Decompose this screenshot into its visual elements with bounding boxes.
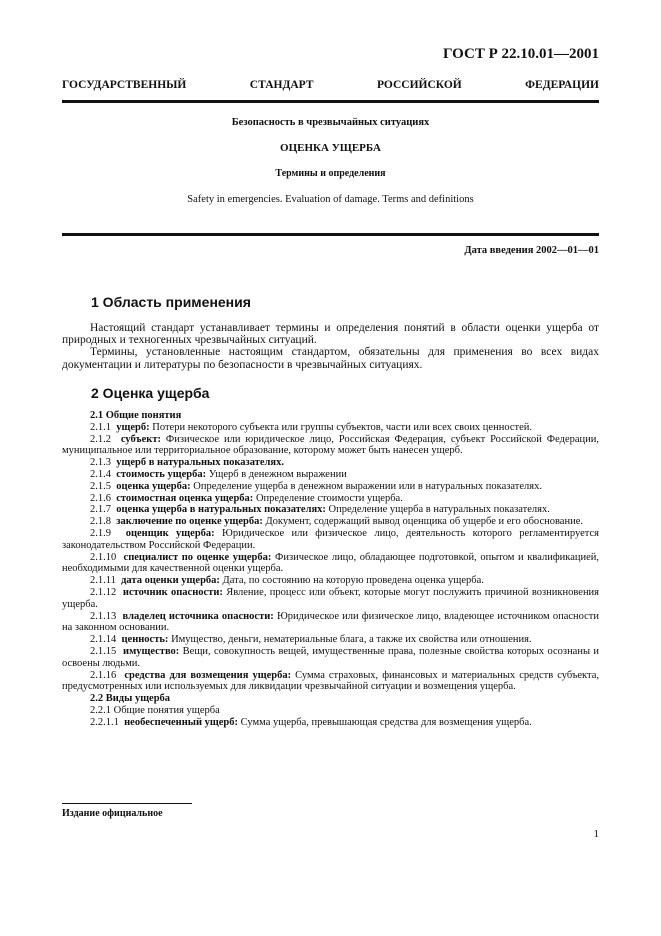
item-term: ущерб: bbox=[116, 421, 150, 433]
item-term: оценка ущерба: bbox=[116, 480, 191, 492]
item-number: 2.1.1 bbox=[90, 421, 111, 433]
standard-code: ГОСТ Р 22.10.01—2001 bbox=[442, 46, 599, 62]
item-term: ущерб в натуральных показателях. bbox=[116, 457, 284, 469]
item-number: 2.1.12 bbox=[90, 586, 117, 598]
item-number: 2.1.13 bbox=[90, 610, 117, 622]
item-definition: Определение ущерба в натуральных показателях. bbox=[325, 504, 550, 516]
section-1-body bbox=[62, 322, 599, 371]
definition-item bbox=[62, 634, 599, 646]
english-title: Safety in emergencies. Evaluation of damage. Terms and definitions bbox=[187, 194, 474, 205]
item-number: 2.1.15 bbox=[90, 645, 117, 657]
definition-item bbox=[62, 646, 599, 670]
document-title: ОЦЕНКА УЩЕРБА bbox=[280, 142, 381, 154]
item-term: заключение по оценке ущерба: bbox=[116, 516, 263, 528]
definition-item bbox=[62, 587, 599, 611]
section-2-body bbox=[62, 410, 599, 729]
item-definition: Физическое или юридическое лицо, Российская Федерация, субъект Российской Федерации, муниципальное или территориальное образование, которому может быть нанесен ущерб. bbox=[62, 433, 600, 457]
item-term: необеспеченный ущерб: bbox=[124, 716, 239, 728]
item-term: оценщик ущерба: bbox=[125, 527, 215, 539]
item-definition: Ущерб в денежном выражении bbox=[206, 468, 347, 480]
page-number: 1 bbox=[593, 828, 599, 840]
state-standard-title: ГОСУДАРСТВЕННЫЙ СТАНДАРТ РОССИЙСКОЙ ФЕДЕРАЦИИ bbox=[62, 79, 599, 91]
item-number: 2.1.8 bbox=[90, 516, 111, 528]
document-subtitle: Термины и определения bbox=[275, 168, 386, 179]
item-definition: Сумма страховых, финансовых и материальных средств субъекта, предусмотренных или используемых для ликвидации чрезвычайной ситуации и возмещения ущерба. bbox=[62, 669, 600, 693]
item-term: стоимость ущерба: bbox=[116, 468, 207, 480]
item-number: 2.1.11 bbox=[90, 575, 116, 587]
definition-item bbox=[62, 469, 599, 481]
definition-item bbox=[62, 493, 599, 505]
item-number: 2.1.2 bbox=[90, 433, 111, 445]
definition-item bbox=[62, 717, 599, 729]
title-rule bbox=[62, 233, 599, 236]
item-number: 2.1.14 bbox=[90, 634, 117, 646]
item-term: дата оценки ущерба: bbox=[121, 575, 220, 587]
item-definition: Вещи, совокупность вещей, имущественные права, полезные свойства которых осознаны и освоены людьми. bbox=[62, 645, 600, 669]
item-number: 2.1.3 bbox=[90, 457, 111, 469]
series-title: Безопасность в чрезвычайных ситуациях bbox=[231, 117, 430, 128]
section-1-paragraph: Настоящий стандарт устанавливает термины и определения понятий в области оценки ущерба от природных и техногенных чрезвычайных ситуаций. bbox=[62, 322, 599, 347]
item-definition: Физическое лицо, обладающее подготовкой, опытом и квалификацией, необходимыми для качественной оценки ущерба. bbox=[62, 551, 600, 575]
item-definition: Юридическое или физическое лицо, деятельность которого регламентируется законодательством Российской Федерации. bbox=[62, 527, 600, 551]
item-term: ценность: bbox=[121, 634, 169, 646]
subsection-heading: 2.1 Общие понятия bbox=[90, 410, 182, 421]
item-definition: Сумма ущерба, превышающая средства для возмещения ущерба. bbox=[238, 716, 532, 728]
item-number: 2.1.6 bbox=[90, 492, 111, 504]
definition-item bbox=[62, 670, 599, 694]
definition-item bbox=[62, 528, 599, 552]
item-term: субъект: bbox=[120, 433, 161, 445]
item-definition: Дата, по состоянию на которую проведена оценка ущерба. bbox=[219, 575, 484, 587]
item-term: специалист по оценке ущерба: bbox=[123, 551, 272, 563]
item-definition: Явление, процесс или объект, которые могут послужить причиной возникновения ущерба. bbox=[62, 586, 600, 610]
item-definition: Определение стоимости ущерба. bbox=[253, 492, 403, 504]
section-1-paragraph: Термины, установленные настоящим стандартом, обязательны для применения во всех видах документации и литературы по безопасности в чрезвычайных ситуациях. bbox=[62, 346, 599, 371]
date-of-introduction: Дата введения 2002—01—01 bbox=[464, 245, 599, 256]
item-number: 2.1.16 bbox=[90, 669, 117, 681]
item-term: средства для возмещения ущерба: bbox=[124, 669, 292, 681]
definition-item bbox=[62, 422, 599, 434]
item-number: 2.1.10 bbox=[90, 551, 117, 563]
item-number: 2.1.7 bbox=[90, 504, 111, 516]
header-rule bbox=[62, 100, 599, 103]
definition-item bbox=[62, 516, 599, 528]
definition-item bbox=[62, 504, 599, 516]
item-number: 2.2.1.1 bbox=[90, 716, 119, 728]
item-number: 2.1.5 bbox=[90, 480, 111, 492]
subsection-heading: 2.2.1 Общие понятия ущерба bbox=[90, 704, 220, 716]
definition-item bbox=[62, 552, 599, 576]
definition-item bbox=[62, 434, 599, 458]
definition-item bbox=[62, 481, 599, 493]
item-number: 2.1.4 bbox=[90, 468, 111, 480]
item-term: оценка ущерба в натуральных показателях: bbox=[116, 504, 326, 516]
item-definition: Документ, содержащий вывод оценщика об ущербе и его обоснование. bbox=[262, 516, 583, 528]
definition-item bbox=[62, 611, 599, 635]
definition-item bbox=[62, 457, 599, 469]
edition-note: Издание официальное bbox=[62, 808, 163, 819]
section-1-heading: 1 Область применения bbox=[91, 294, 251, 310]
item-term: владелец источника опасности: bbox=[122, 610, 274, 622]
item-definition: Имущество, деньги, нематериальные блага, а также их свойства или отношения. bbox=[168, 634, 532, 646]
item-definition: Юридическое или физическое лицо, владеющее источником опасности на законном основании. bbox=[62, 610, 600, 634]
section-2-heading: 2 Оценка ущерба bbox=[91, 385, 210, 401]
item-term: источник опасности: bbox=[122, 586, 223, 598]
definitions-list bbox=[62, 422, 599, 693]
item-number: 2.1.9 bbox=[90, 527, 111, 539]
subsection-heading: 2.2 Виды ущерба bbox=[90, 693, 171, 705]
definition-item bbox=[62, 575, 599, 587]
item-term: стоимостная оценка ущерба: bbox=[116, 492, 254, 504]
item-definition: Определение ущерба в денежном выражении или в натуральных показателях. bbox=[190, 480, 542, 492]
item-definition: Потери некоторого субъекта или группы субъектов, части или всех своих ценностей. bbox=[149, 421, 532, 433]
item-term: имущество: bbox=[123, 645, 180, 657]
footer-rule bbox=[62, 803, 192, 804]
